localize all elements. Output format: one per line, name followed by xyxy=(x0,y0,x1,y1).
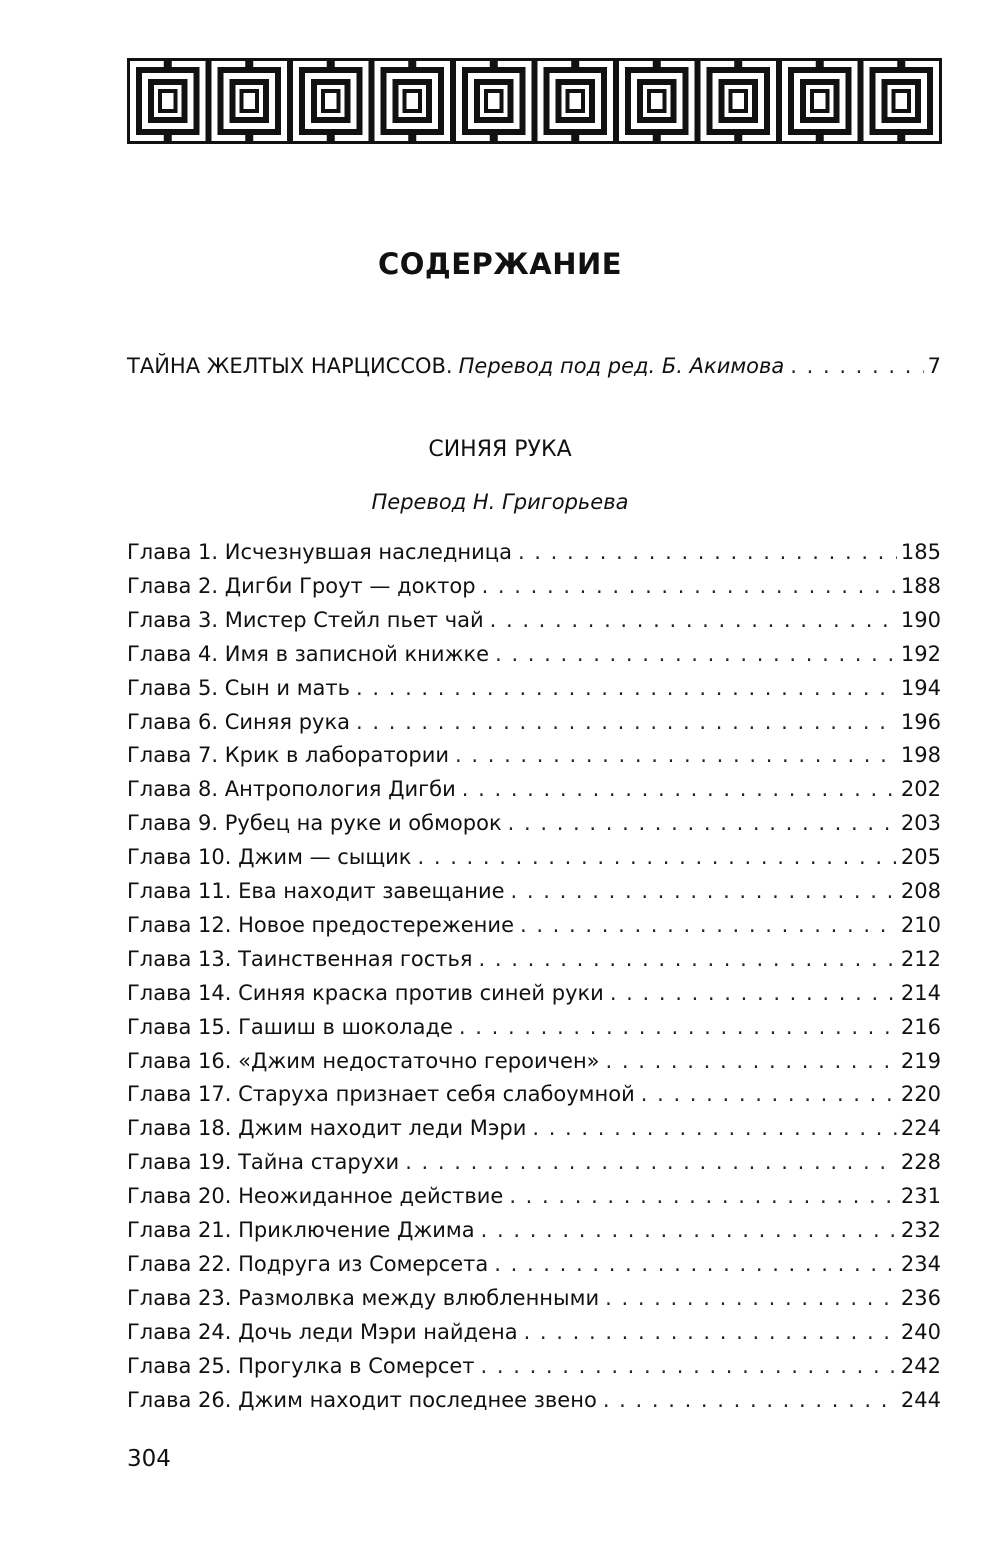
chapter-page: 214 xyxy=(900,980,941,1005)
greek-key-ornament xyxy=(127,58,942,144)
chapter-page: 194 xyxy=(900,675,941,700)
chapter-row[interactable] xyxy=(127,741,941,769)
chapter-page: 196 xyxy=(900,709,941,734)
chapter-row[interactable] xyxy=(127,843,941,871)
chapter-page: 228 xyxy=(900,1150,941,1175)
chapter-row[interactable] xyxy=(127,674,941,702)
chapter-row[interactable] xyxy=(127,1148,941,1176)
dot-leader xyxy=(495,640,897,668)
chapter-row[interactable] xyxy=(127,606,941,634)
chapter-page: 242 xyxy=(900,1353,941,1378)
entry-title: ТАЙНА ЖЕЛТЫХ НАРЦИССОВ. xyxy=(127,354,453,378)
ornament-cell xyxy=(701,61,777,141)
chapter-page: 208 xyxy=(900,879,941,903)
chapter-title: Глава 12. Новое предостережение xyxy=(127,912,514,937)
ornament-cell xyxy=(538,61,614,141)
chapter-row[interactable] xyxy=(127,1284,941,1312)
chapter-title: Глава 17. Старуха признает себя слабоумной xyxy=(127,1082,635,1107)
chapter-title: Глава 23. Размолвка между влюбленными xyxy=(127,1285,600,1310)
dot-leader xyxy=(494,1250,897,1278)
chapter-row[interactable] xyxy=(127,1250,941,1278)
ornament-cell xyxy=(212,61,288,141)
dot-leader xyxy=(479,945,897,973)
chapter-page: 219 xyxy=(900,1048,941,1073)
chapter-title: Глава 5. Сын и мать xyxy=(127,675,351,700)
chapter-page: 210 xyxy=(900,912,941,937)
chapter-page: 231 xyxy=(900,1184,941,1209)
chapter-row[interactable] xyxy=(127,945,941,973)
chapter-row[interactable] xyxy=(127,1318,941,1346)
chapter-page: 190 xyxy=(900,607,941,632)
chapter-title: Глава 14. Синяя краска против синей руки xyxy=(127,980,604,1005)
dot-leader xyxy=(790,352,923,380)
dot-leader xyxy=(481,1216,897,1244)
chapter-row[interactable] xyxy=(127,1013,941,1041)
chapter-title: Глава 22. Подруга из Сомерсета xyxy=(127,1251,489,1276)
ornament-cell xyxy=(619,61,695,141)
entry-note: Перевод под ред. Б. Акимова xyxy=(458,354,785,378)
dot-leader xyxy=(455,741,897,769)
dot-leader xyxy=(490,606,897,634)
chapter-title: Глава 21. Приключение Джима xyxy=(127,1218,475,1242)
chapter-row[interactable] xyxy=(127,1352,941,1380)
contents-heading: СОДЕРЖАНИЕ xyxy=(377,247,623,281)
dot-leader xyxy=(532,1114,897,1142)
ornament-cell xyxy=(864,61,940,141)
chapter-page: 202 xyxy=(900,777,941,802)
chapter-title: Глава 6. Синяя рука xyxy=(127,709,351,734)
page-number: 304 xyxy=(127,1446,171,1472)
chapter-row[interactable] xyxy=(127,538,941,566)
dot-leader xyxy=(641,1080,897,1108)
chapter-row[interactable] xyxy=(127,775,941,803)
ornament-cell xyxy=(375,61,451,141)
chapter-page: 216 xyxy=(900,1014,941,1039)
ornament-cell xyxy=(293,61,369,141)
chapter-title: Глава 18. Джим находит леди Мэри xyxy=(127,1116,527,1141)
chapter-page: 198 xyxy=(900,743,941,768)
ornament-cell xyxy=(130,61,206,141)
chapter-page: 244 xyxy=(900,1387,941,1412)
translator-credit: Перевод Н. Григорьева xyxy=(371,490,629,514)
dot-leader xyxy=(356,708,897,736)
dot-leader xyxy=(418,843,897,871)
dot-leader xyxy=(511,877,897,905)
ornament-cell xyxy=(782,61,858,141)
chapter-title: Глава 15. Гашиш в шоколаде xyxy=(127,1014,453,1039)
chapter-row[interactable] xyxy=(127,1386,941,1414)
chapter-title: Глава 25. Прогулка в Сомерсет xyxy=(127,1353,475,1378)
chapter-title: Глава 9. Рубец на руке и обморок xyxy=(127,811,502,836)
chapter-title: Глава 19. Тайна старухи xyxy=(127,1150,400,1175)
chapter-title: Глава 11. Ева находит завещание xyxy=(127,879,505,903)
chapter-row[interactable] xyxy=(127,1216,941,1244)
chapter-row[interactable] xyxy=(127,1047,941,1075)
entry-page: 7 xyxy=(927,354,941,378)
chapter-page: 205 xyxy=(900,845,941,870)
chapter-page: 234 xyxy=(900,1251,941,1276)
chapter-title: Глава 20. Неожиданное действие xyxy=(127,1184,504,1209)
chapter-title: Глава 13. Таинственная гостья xyxy=(127,946,473,971)
chapter-page: 232 xyxy=(900,1218,941,1242)
dot-leader xyxy=(603,1386,897,1414)
chapter-row[interactable] xyxy=(127,572,941,600)
dot-leader xyxy=(524,1318,897,1346)
chapter-row[interactable] xyxy=(127,809,941,837)
chapter-title: Глава 10. Джим — сыщик xyxy=(127,845,412,870)
chapter-row[interactable] xyxy=(127,911,941,939)
dot-leader xyxy=(482,572,897,600)
chapter-title: Глава 7. Крик в лаборатории xyxy=(127,743,450,768)
dot-leader xyxy=(518,538,897,566)
chapter-page: 224 xyxy=(900,1116,941,1141)
chapter-row[interactable] xyxy=(127,640,941,668)
chapter-row[interactable] xyxy=(127,1080,941,1108)
dot-leader xyxy=(356,674,897,702)
chapter-page: 192 xyxy=(900,641,941,666)
chapter-title: Глава 3. Мистер Стейл пьет чай xyxy=(127,607,484,632)
dot-leader xyxy=(520,911,897,939)
chapter-title: Глава 4. Имя в записной книжке xyxy=(127,641,490,666)
chapter-row[interactable] xyxy=(127,877,941,905)
chapter-title: Глава 16. «Джим недостаточно героичен» xyxy=(127,1048,600,1073)
dot-leader xyxy=(605,1284,897,1312)
chapter-page: 185 xyxy=(900,540,941,564)
dot-leader xyxy=(481,1352,897,1380)
chapter-page: 203 xyxy=(900,811,941,836)
section-title: СИНЯЯ РУКА xyxy=(428,437,572,462)
chapter-title: Глава 24. Дочь леди Мэри найдена xyxy=(127,1319,518,1344)
chapter-row[interactable] xyxy=(127,1114,941,1142)
dot-leader xyxy=(508,809,897,837)
chapter-row[interactable] xyxy=(127,708,941,736)
dot-leader xyxy=(459,1013,897,1041)
chapter-title: Глава 8. Антропология Дигби xyxy=(127,777,456,802)
dot-leader xyxy=(606,1047,897,1075)
dot-leader xyxy=(405,1148,897,1176)
chapter-page: 240 xyxy=(900,1319,941,1344)
chapter-row[interactable] xyxy=(127,1182,941,1210)
chapter-title: Глава 1. Исчезнувшая наследница xyxy=(127,540,512,564)
chapter-page: 236 xyxy=(900,1285,941,1310)
chapter-page: 220 xyxy=(900,1082,941,1107)
dot-leader xyxy=(610,979,897,1007)
chapter-page: 212 xyxy=(900,946,941,971)
toc-entry-main[interactable] xyxy=(127,352,941,380)
ornament-cell xyxy=(456,61,532,141)
dot-leader xyxy=(462,775,897,803)
chapter-row[interactable] xyxy=(127,979,941,1007)
chapter-page: 188 xyxy=(900,573,941,598)
chapter-title: Глава 2. Дигби Гроут — доктор xyxy=(127,573,476,598)
dot-leader xyxy=(509,1182,897,1210)
chapter-title: Глава 26. Джим находит последнее звено xyxy=(127,1387,597,1412)
